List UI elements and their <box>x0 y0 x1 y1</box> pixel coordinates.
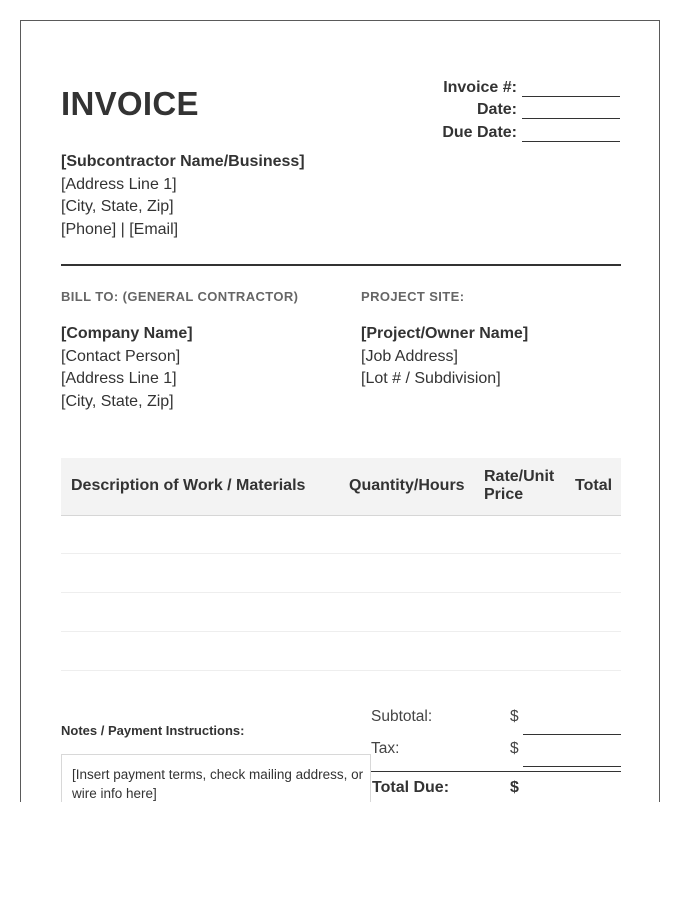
subtotal-label: Subtotal: <box>371 708 433 725</box>
sender-city: [City, State, Zip] <box>61 198 174 215</box>
bill-to-block <box>61 323 193 413</box>
project-site-block <box>361 323 528 391</box>
date-label: Date: <box>476 101 517 118</box>
subtotal-currency: $ <box>510 708 519 725</box>
total-due-label: Total Due: <box>372 779 450 796</box>
column-total: Total <box>575 477 613 494</box>
column-description: Description of Work / Materials <box>71 477 306 494</box>
bill-to-city: [City, State, Zip] <box>61 392 174 410</box>
column-rate-line1: Rate/Unit <box>484 468 555 485</box>
invoice-sheet <box>20 20 660 802</box>
project-address: [Job Address] <box>361 347 458 365</box>
column-quantity: Quantity/Hours <box>349 477 465 494</box>
sender-address: [Address Line 1] <box>61 175 177 193</box>
invoice-number-row <box>443 79 620 97</box>
invoice-title: INVOICE <box>61 85 199 122</box>
due-date-field[interactable] <box>522 127 620 142</box>
table-row[interactable] <box>61 670 621 671</box>
subtotal-field[interactable] <box>523 722 621 740</box>
sender-block <box>61 151 305 241</box>
total-divider <box>371 771 621 772</box>
bill-to-company: [Company Name] <box>61 325 193 342</box>
notes-label: Notes / Payment Instructions: <box>61 723 245 738</box>
project-name: [Project/Owner Name] <box>361 325 529 342</box>
total-due-field[interactable] <box>523 793 621 802</box>
bill-to-label: BILL TO: (GENERAL CONTRACTOR) <box>61 289 299 304</box>
table-row[interactable] <box>61 631 621 632</box>
date-field[interactable] <box>522 104 620 119</box>
bill-to-address: [Address Line 1] <box>61 370 177 387</box>
bill-to-contact: [Contact Person] <box>61 347 181 365</box>
notes-line-2: wire info here] <box>72 786 157 801</box>
header-divider <box>61 264 621 266</box>
project-lot: [Lot # / Subdivision] <box>361 370 501 387</box>
tax-label: Tax: <box>371 740 400 757</box>
sender-name: [Subcontractor Name/Business] <box>61 153 305 170</box>
tax-field[interactable] <box>523 754 621 772</box>
total-due-currency: $ <box>510 779 519 796</box>
notes-box[interactable] <box>61 754 371 802</box>
due-date-label: Due Date: <box>442 124 517 141</box>
table-row[interactable] <box>61 592 621 593</box>
due-date-row <box>442 124 620 142</box>
invoice-number-field[interactable] <box>522 82 620 97</box>
date-row <box>477 101 620 119</box>
table-row[interactable] <box>61 553 621 554</box>
tax-currency: $ <box>510 740 519 757</box>
project-site-label: PROJECT SITE: <box>361 289 465 304</box>
sender-contact: [Phone] | [Email] <box>61 220 179 238</box>
column-rate-line2: Price <box>484 486 524 503</box>
items-table-header <box>61 458 621 516</box>
invoice-number-label: Invoice #: <box>443 79 517 96</box>
column-rate <box>484 468 554 504</box>
notes-line-1: [Insert payment terms, check mailing address, or <box>72 767 364 782</box>
